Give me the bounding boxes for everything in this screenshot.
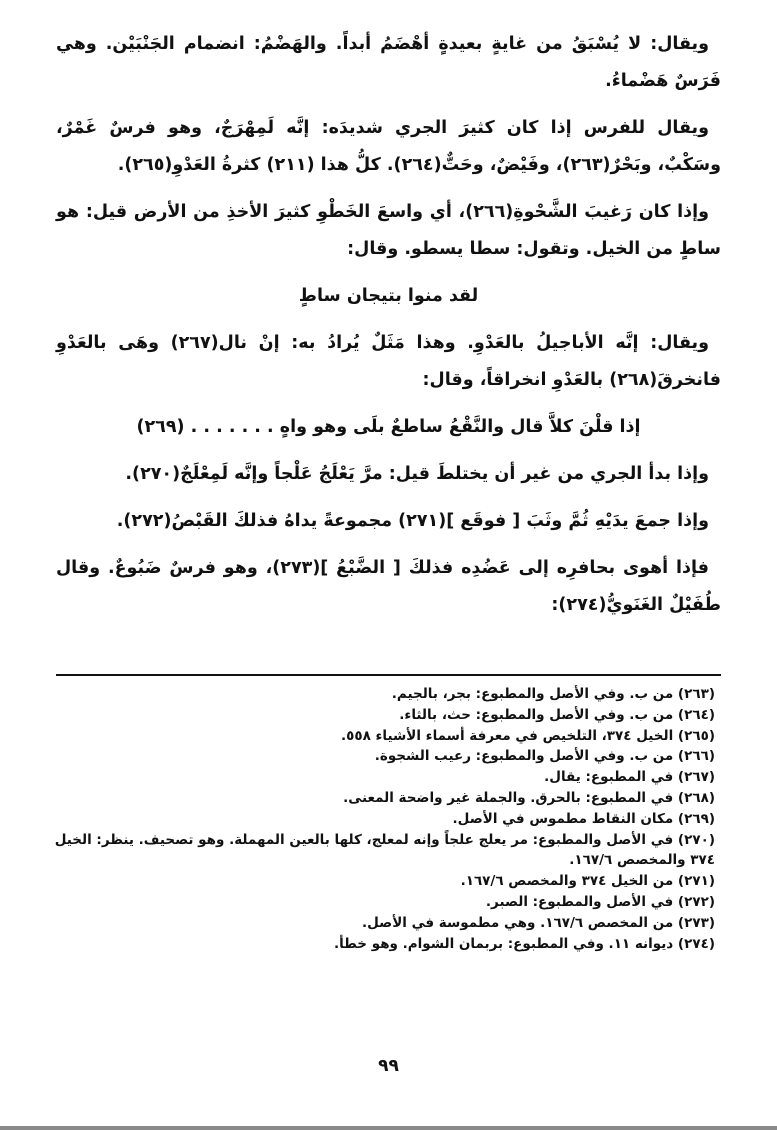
paragraph: ويقال: لا يُسْبَقُ من غايةٍ بعيدةٍ أهْضَمُ أبداً. والهَضْمُ: انضمام الجَنْبَيْن. وهي فَرَسٌ هَضْماءُ. [56, 34, 721, 91]
paragraph: ويقال للفرس إذا كان كثيرَ الجري شديدَه: إنَّه لَمِهْرَجٌ، وهو فرسٌ غَمْرٌ، وسَكْبٌ، وبَحْرٌ(٢٦٣)، وفَيْضٌ، وحَتٌّ(٢٦٤). كلُّ هذا (٢١١) كثرةُ العَدْوِ(٢٦٥). [56, 118, 721, 175]
footnote: (٢٦٥) الخيل ٣٧٤، التلخيص في معرفة أسماء الأشياء ٥٥٨. [340, 727, 715, 744]
verse-line: إذا قلْنَ كلاَّ قال والنَّقْعُ ساطعٌ بلَى وهو واهٍ . . . . . . . (٢٦٩) [136, 417, 641, 437]
footnote: (٢٧١) من الخيل ٣٧٤ والمخصص ١٦٧/٦. [460, 873, 715, 890]
footnote: (٢٦٤) من ب. وفي الأصل والمطبوع: حث، بالثاء. [399, 706, 715, 723]
footnote: (٢٧٠) في الأصل والمطبوع: مر يعلج علجاً وإنه لمعلج، كلها بالعين المهملة. وهو تصحيف. ينظر: الخيل ٣٧٤ والمخصص ١٦٧/٦. [54, 831, 715, 869]
footnote: (٢٧٤) ديوانه ١١. وفي المطبوع: بربمان الشوام. وهو خطأ. [333, 935, 715, 952]
footnote: (٢٦٨) في المطبوع: بالحرق. والجملة غير واضحة المعنى. [343, 789, 715, 806]
paragraph: وإذا كان رَغيبَ الشَّحْوةِ(٢٦٦)، أي واسعَ الخَطْوِ كثيرَ الأخذِ من الأرض قيل: هو ساطٍ من الخيل. وتقول: سطا يسطو. وقال: [56, 202, 721, 259]
scan-edge [0, 1126, 777, 1130]
paragraph: وإذا بدأ الجري من غير أن يختلطَ قيل: مرَّ يَعْلَجُ عَلْجاً وإنَّه لَمِعْلَجٌ(٢٧٠). [125, 464, 709, 484]
paragraph: ويقال: إنَّه الأباجيلُ بالعَدْوِ. وهذا مَثَلٌ يُرادُ به: إنْ نال(٢٦٧) وهَى بالعَدْوِ فانخرقَ(٢٦٨) بالعَدْوِ انخراقاً، وقال: [56, 333, 721, 390]
footnote: (٢٦٩) مكان النقاط مطموس في الأصل. [452, 810, 715, 827]
footnote-separator [56, 674, 721, 676]
main-text [56, 26, 721, 634]
footnote: (٢٧٣) من المخصص ١٦٧/٦. وهي مطموسة في الأصل. [361, 914, 715, 931]
footnote: (٢٦٦) من ب. وفي الأصل والمطبوع: رعيب الشجوة. [374, 748, 715, 765]
footnote: (٢٦٣) من ب. وفي الأصل والمطبوع: بجر، بالجيم. [391, 686, 715, 702]
page-number: ٩٩ [378, 1056, 399, 1076]
paragraph: فإذا أهوى بحافرِه إلى عَضُدِه فذلكَ [ الضَّبْعُ ](٢٧٣)، وهو فرسٌ ضَبُوعٌ. وقال طُفَيْلٌ الغَنَويُّ(٢٧٤): [56, 558, 721, 615]
paragraph: وإذا جمعَ يدَيْهِ ثُمَّ وثَبَ [ فوقَع ](٢٧١) مجموعةً يداهُ فذلكَ القَبْصُ(٢٧٢). [116, 511, 709, 531]
verse-line: لقد منوا بتيجان ساطٍ [298, 286, 479, 306]
footnote: (٢٧٢) في الأصل والمطبوع: الصبر. [485, 893, 715, 910]
footnotes [54, 684, 715, 954]
footnote: (٢٦٧) في المطبوع: يقال. [544, 769, 715, 786]
